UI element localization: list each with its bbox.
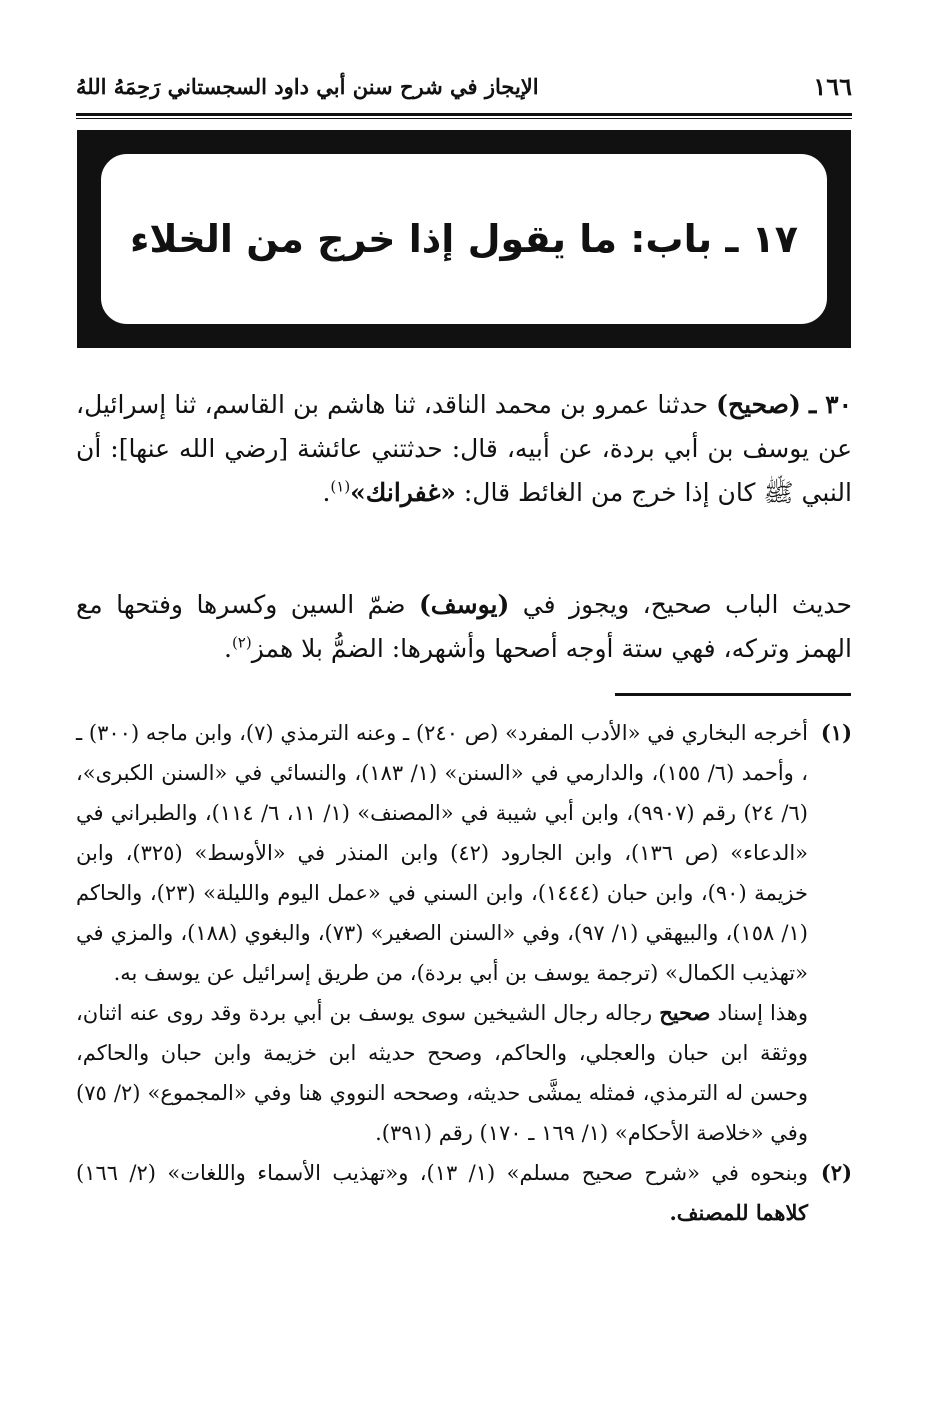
commentary-keyword: (يوسف) [418, 590, 510, 619]
hadith-number: ٣٠ ـ [808, 390, 852, 419]
page-number: ١٦٦ [813, 72, 852, 101]
footnote-continuation-grade: صحيح [659, 1000, 711, 1025]
hadith-text: حدثنا عمرو بن محمد الناقد، ثنا هاشم بن القاسم، ثنا إسرائيل، عن يوسف بن أبي بردة، عن أبيه، قال: حدثتني عائشة [رضي الله عنها]: أن النبي ﷺ كان إذا خرج من الغائط قال: [76, 390, 852, 507]
commentary-part-1: حديث الباب صحيح، ويجوز في [522, 590, 852, 619]
hadith-end: . [322, 478, 331, 507]
chapter-title: ١٧ ـ باب: ما يقول إذا خرج من الخلاء [130, 217, 798, 261]
running-title: الإيجاز في شرح سنن أبي داود السجستاني رَحِمَهُ اللهُ [76, 74, 539, 99]
chapter-heading-frame [77, 130, 851, 348]
footnote-ref-1[interactable]: (١) [330, 477, 351, 496]
footnote-divider [615, 693, 851, 696]
commentary-end: . [223, 634, 232, 663]
hadith-grade: (صحيح) [716, 390, 801, 419]
footnote-text: وبنحوه في «شرح صحيح مسلم» (١/ ١٣)، و«تهذيب الأسماء واللغات» (٢/ ١٦٦) [76, 1161, 808, 1185]
hadith-saying: «غفرانك» [350, 478, 456, 507]
footnote-number: (١) [820, 720, 852, 745]
commentary-part-2: ضمّ السين وكسرها وفتحها مع الهمز وتركه، فهي ستة أوجه أصحها وأشهرها: الضمُّ بلا همز [76, 590, 852, 663]
footnote-2 [76, 1153, 852, 1233]
hadith-paragraph [76, 383, 852, 515]
header-divider [76, 113, 852, 119]
footnote-bold-tail: كلاهما للمصنف. [669, 1200, 808, 1225]
footnote-number: (٢) [820, 1160, 852, 1185]
footnote-text: أخرجه البخاري في «الأدب المفرد» (ص ٢٤٠) ـ وعنه الترمذي (٧)، وابن ماجه (٣٠٠) ـ ، وأحمد (٦/ ١٥٥)، والدارمي في «السنن» (١/ ١٨٣)، والنسائي في «السنن الكبرى»، (٦/ ٢٤) رقم (٩٩٠٧)، وابن أبي شيبة في «المصنف» (١/ ١١، ٦/ ١١٤)، والطبراني في «الدعاء» (ص ١٣٦)، وابن الجارود (٤٢) وابن المنذر في «الأوسط» (٣٢٥)، وابن خزيمة (٩٠)، وابن حبان (١٤٤٤)، وابن السني في «عمل اليوم والليلة» (٢٣)، والحاكم (١/ ١٥٨)، والبيهقي (١/ ٩٧)، وفي «السنن الصغير» (٧٣)، والبغوي (١٨٨)، والمزي في «تهذيب الكمال» (ترجمة يوسف بن أبي بردة)، من طريق إسرائيل عن يوسف به. [76, 721, 809, 985]
footnote-continuation-text: رجاله رجال الشيخين سوى يوسف بن أبي بردة وقد روى عنه اثنان، ووثقة ابن حبان والعجلي، والحاكم، وصحح حديثه ابن خزيمة وابن حبان والحاكم، وحسن له الترمذي، فمثله يمشَّى حديثه، وصححه النووي هنا وفي «المجموع» (٢/ ٧٥) وفي «خلاصة الأحكام» (١/ ١٦٩ ـ ١٧٠) رقم (٣٩١). [76, 1001, 808, 1145]
commentary-paragraph [76, 583, 852, 671]
page-header [76, 72, 852, 112]
footnote-ref-2[interactable]: (٢) [231, 633, 252, 652]
footnote-continuation-lead: وهذا إسناد [717, 1001, 809, 1025]
chapter-heading-panel [97, 150, 831, 328]
footnote-continuation [76, 993, 808, 1153]
footnote-1 [76, 713, 852, 1153]
footnotes-section [76, 713, 852, 1233]
